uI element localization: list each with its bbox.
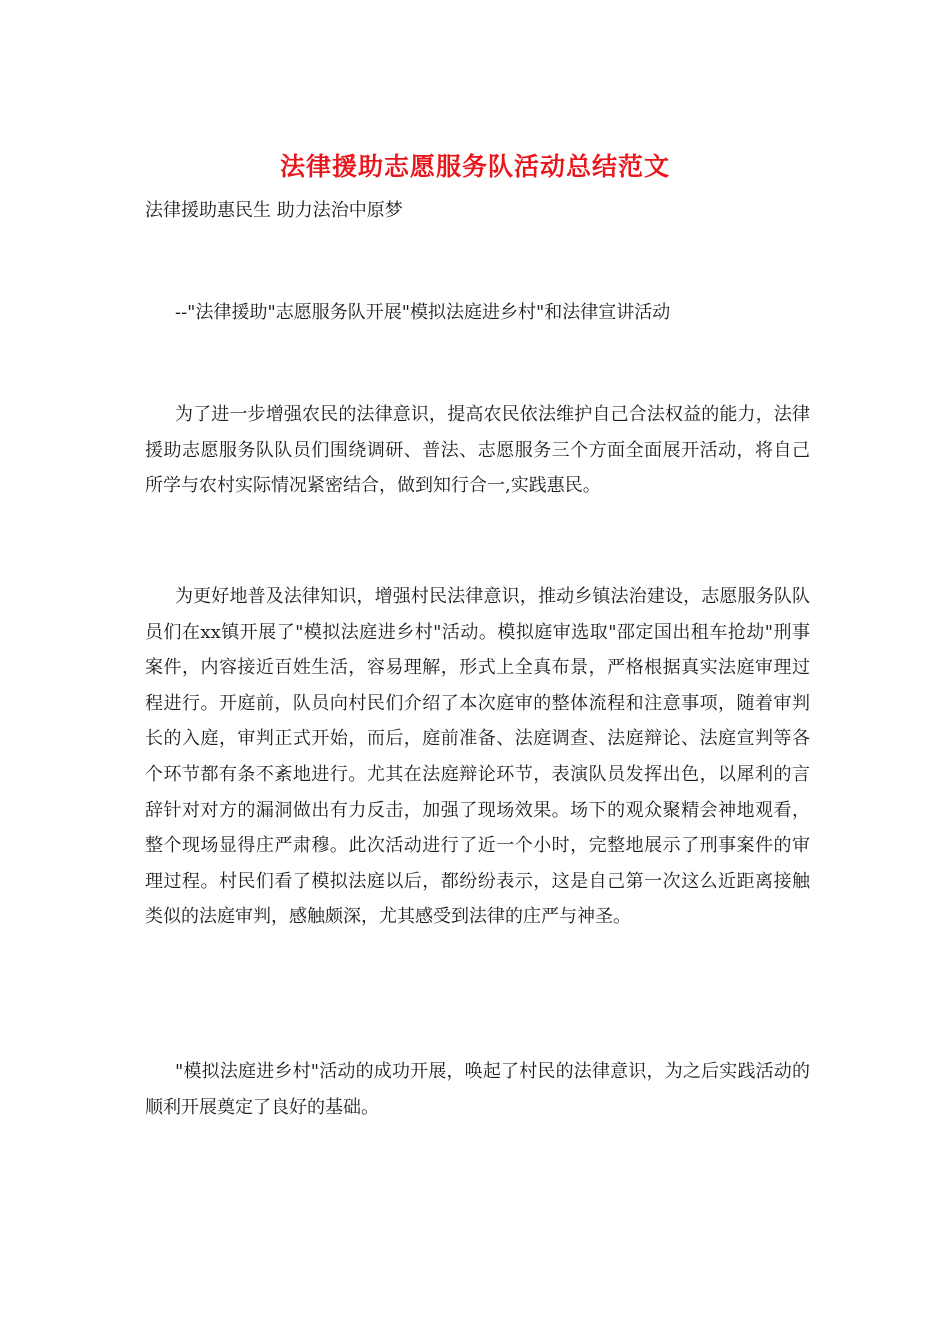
- document-subtitle: 法律援助惠民生 助力法治中原梦: [145, 200, 403, 221]
- document-title: 法律援助志愿服务队活动总结范文: [279, 152, 670, 181]
- paragraph-conclusion: "模拟法庭进乡村"活动的成功开展，唤起了村民的法律意识，为之后实践活动的顺利开展奠定了良好的基础。: [145, 1061, 810, 1118]
- paragraph-mock-trial: 为更好地普及法律知识，增强村民法律意识，推动乡镇法治建设，志愿服务队队员们在xx镇开展了"模拟法庭进乡村"活动。模拟庭审选取"邵定国出租车抢劫"刑事案件，内容接近百姓生活，容易理解，形式上全真布景，严格根据真实法庭审理过程进行。开庭前，队员向村民们介绍了本次庭审的整体流程和注意事项，随着审判长的入庭，审判正式开始，而后，庭前准备、法庭调查、法庭辩论、法庭宣判等各个环节都有条不紊地进行。尤其在法庭辩论环节，表演队员发挥出色，以犀利的言辞针对对方的漏洞做出有力反击，加强了现场效果。场下的观众聚精会神地观看，整个现场显得庄严肃穆。此次活动进行了近一个小时，完整地展示了刑事案件的审理过程。村民们看了模拟法庭以后，都纷纷表示，这是自己第一次这么近距离接触类似的法庭审判，感触颇深，尤其感受到法律的庄严与神圣。: [145, 586, 810, 928]
- paragraph-intro: 为了进一步增强农民的法律意识，提高农民依法维护自己合法权益的能力，法律援助志愿服务队队员们围绕调研、普法、志愿服务三个方面全面展开活动，将自己所学与农村实际情况紧密结合，做到知行合一,实践惠民。: [145, 404, 810, 497]
- document-lead-line: --"法律援助"志愿服务队开展"模拟法庭进乡村"和法律宣讲活动: [175, 302, 671, 323]
